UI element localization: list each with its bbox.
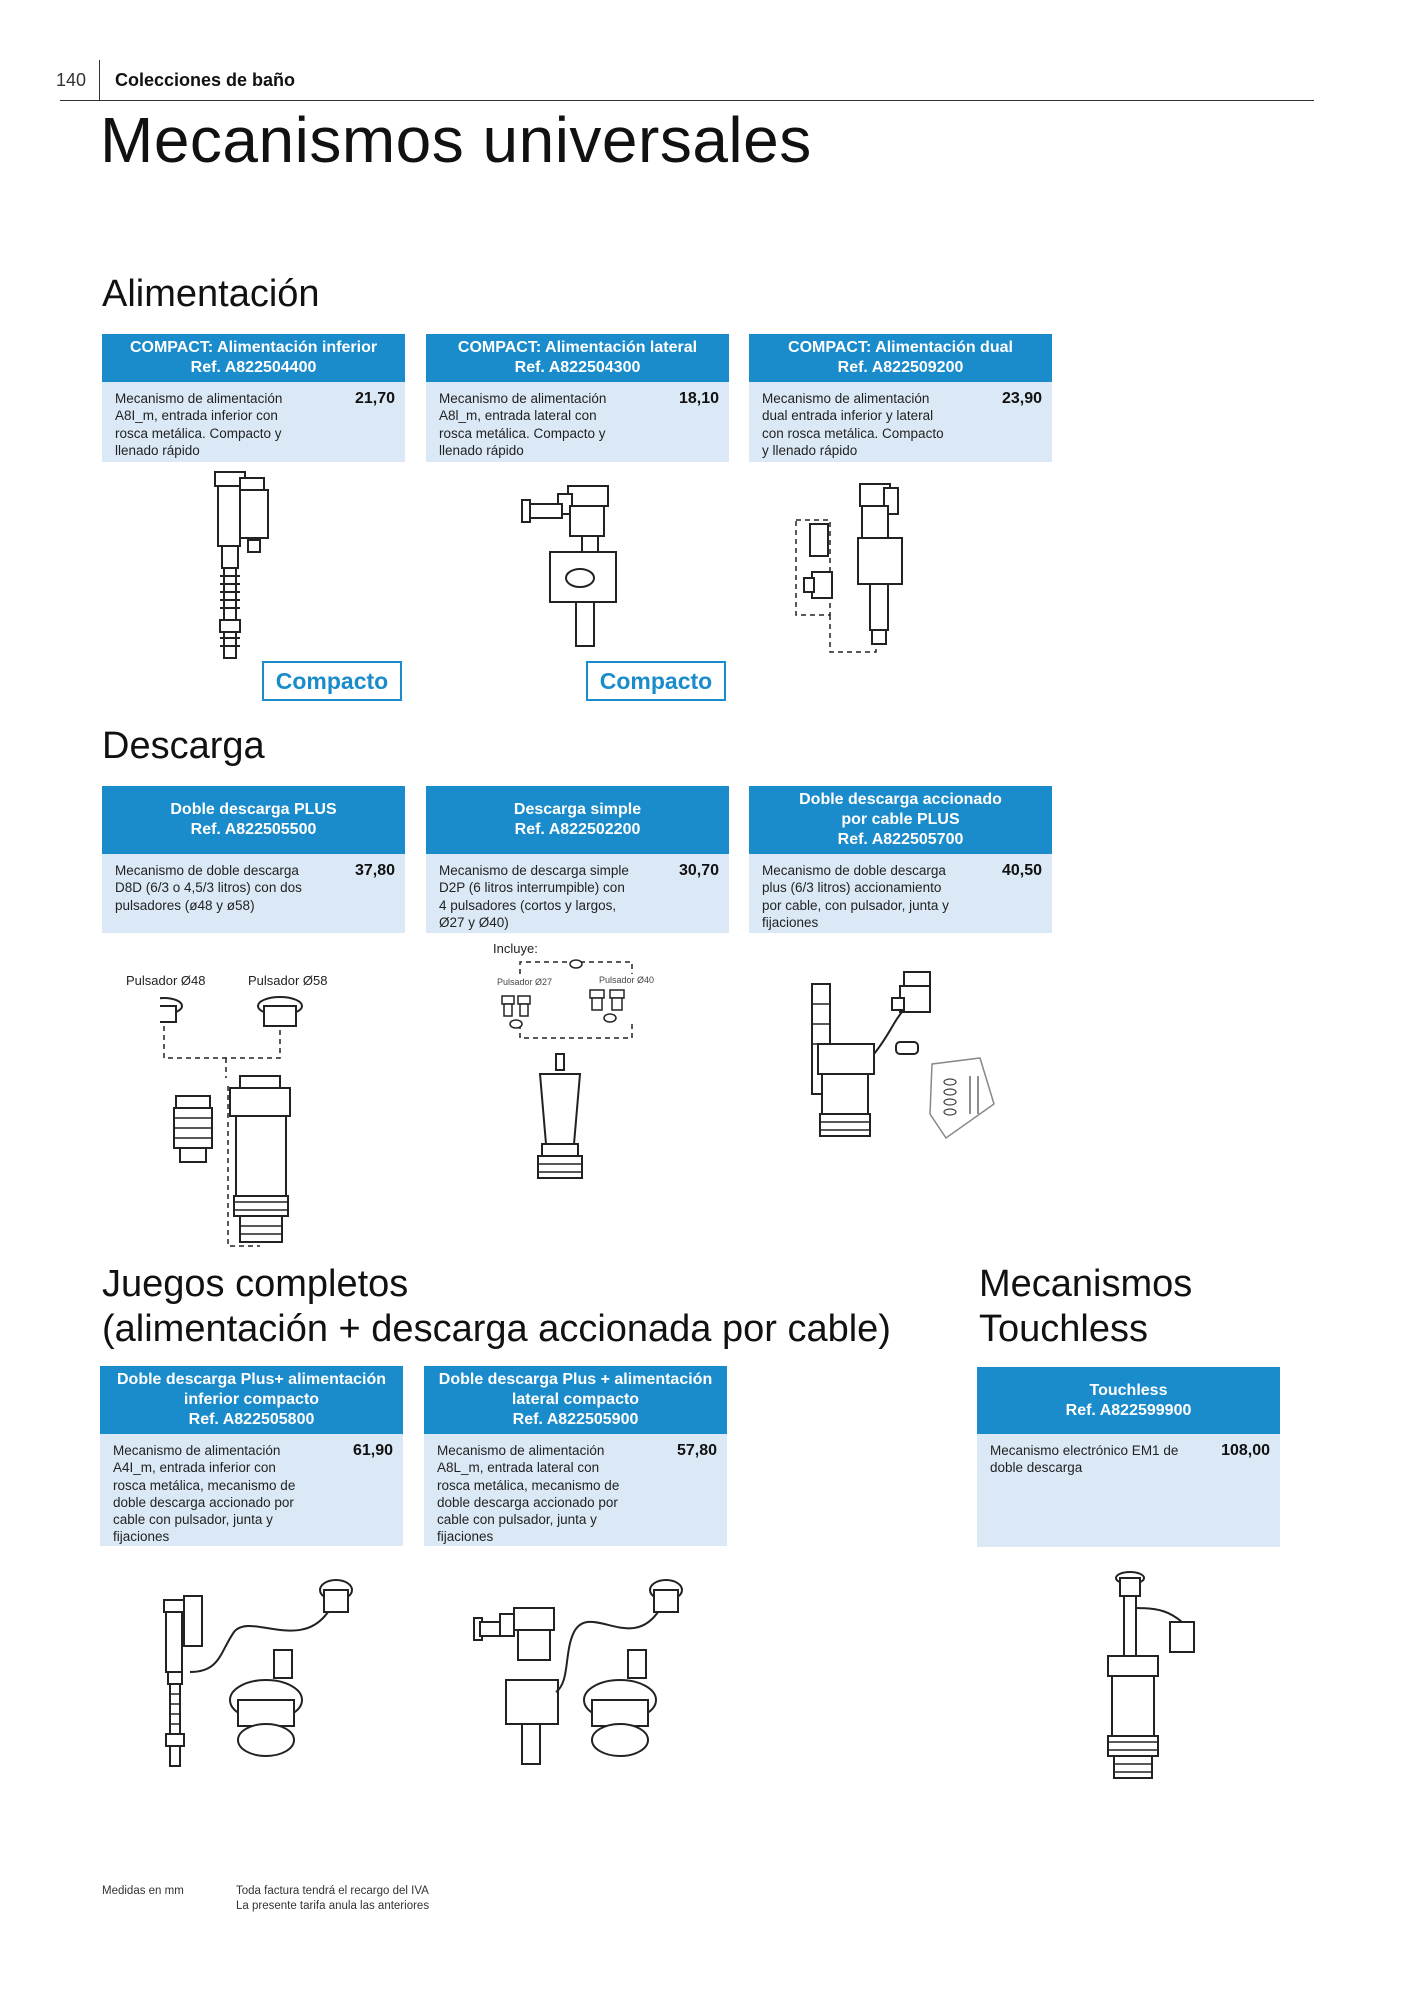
- card-header: [424, 1366, 727, 1434]
- card-body: [102, 854, 405, 933]
- card-price: 57,80: [676, 1442, 717, 1459]
- combo-bottom-entry-image: [150, 1572, 360, 1772]
- card-compact-inferior: [102, 334, 405, 462]
- card-description: Mecanismo de alimentación A8l_m, entrada lateral con rosca metálica. Compacto y llenado rápido: [439, 391, 607, 458]
- card-body: [100, 1434, 403, 1546]
- card-ref: Ref. A822509200: [837, 359, 964, 376]
- card-compact-dual: [749, 334, 1052, 462]
- card-ref: Ref. A822505700: [837, 831, 964, 848]
- card-compact-lateral: [426, 334, 729, 462]
- card-ref: Ref. A822502200: [514, 821, 641, 838]
- card-title-line1: Doble descarga accionado: [799, 791, 1002, 808]
- cable-flush-valve-image: [800, 964, 1000, 1144]
- touchless-valve-image: [1100, 1568, 1210, 1788]
- footer-measures: Medidas en mm: [102, 1885, 184, 1897]
- card-body: [426, 382, 729, 462]
- single-flush-valve-image: [490, 954, 640, 1194]
- card-price: 18,10: [678, 390, 719, 407]
- card-description: Mecanismo de doble descarga D8D (6/3 o 4,5/3 litros) con dos pulsadores (ø48 y ø58): [115, 863, 302, 913]
- fill-valve-bottom-entry-image: [200, 468, 290, 664]
- footer-tarifa-note: La presente tarifa anula las anteriores: [236, 1900, 430, 1912]
- card-ref: Ref. A822505500: [190, 821, 317, 838]
- label-incluye: Incluye:: [493, 941, 538, 956]
- card-description: Mecanismo de alimentación dual entrada inferior y lateral con rosca metálica. Compacto y llenado rápido: [762, 391, 944, 458]
- card-description: Mecanismo de alimentación A4I_m, entrada inferior con rosca metálica, mecanismo de doble descarga accionado por cable con pulsador, junta y fijaciones: [113, 1443, 296, 1545]
- badge-compacto: Compacto: [262, 661, 402, 701]
- page-number: 140: [56, 70, 87, 90]
- card-title-line2: inferior compacto: [183, 1391, 320, 1408]
- card-title: COMPACT: Alimentación inferior: [129, 339, 378, 356]
- card-body: [102, 382, 405, 462]
- card-description: Mecanismo electrónico EM1 de doble descarga: [990, 1443, 1179, 1476]
- card-juego-lateral: [424, 1366, 727, 1546]
- card-title-line1: Doble descarga Plus + alimentación: [438, 1371, 713, 1388]
- header-divider: [99, 60, 100, 100]
- card-descarga-simple: [426, 786, 729, 933]
- card-price: 23,90: [1001, 390, 1042, 407]
- combo-side-entry-image: [470, 1572, 690, 1772]
- fill-valve-side-entry-image: [520, 482, 630, 652]
- card-description: Mecanismo de alimentación A8L_m, entrada lateral con rosca metálica, mecanismo de doble descarga accionado por cable con pulsador, junta y fijaciones: [437, 1443, 620, 1545]
- card-price: 61,90: [352, 1442, 393, 1459]
- card-title: Doble descarga PLUS: [170, 801, 337, 818]
- card-body: [749, 382, 1052, 462]
- badge-compacto: Compacto: [586, 661, 726, 701]
- card-price: 21,70: [354, 390, 395, 407]
- heading-alimentacion: Alimentación: [102, 273, 320, 315]
- card-ref: Ref. A822505800: [188, 1411, 315, 1428]
- card-ref: Ref. A822504300: [514, 359, 641, 376]
- card-description: Mecanismo de descarga simple D2P (6 litros interrumpible) con 4 pulsadores (cortos y largos, Ø27 y Ø40): [439, 863, 629, 930]
- card-doble-descarga-plus: [102, 786, 405, 933]
- card-title: Descarga simple: [513, 801, 642, 818]
- card-title-line1: Doble descarga Plus+ alimentación: [117, 1371, 386, 1388]
- card-header: [102, 786, 405, 854]
- card-price: 108,00: [1221, 1442, 1270, 1459]
- card-header: [100, 1366, 403, 1434]
- card-description: Mecanismo de doble descarga plus (6/3 litros) accionamiento por cable, con pulsador, junta y fijaciones: [762, 863, 949, 930]
- card-header: [426, 786, 729, 854]
- card-title: COMPACT: Alimentación dual: [788, 339, 1013, 356]
- card-ref: Ref. A822599900: [1065, 1401, 1192, 1419]
- dual-flush-valve-image: [160, 996, 320, 1250]
- heading-juegos-line1: Juegos completos: [102, 1263, 409, 1305]
- footer-iva-note: Toda factura tendrá el recargo del IVA: [236, 1885, 429, 1897]
- header-rule: [60, 100, 1314, 101]
- card-description: Mecanismo de alimentación A8I_m, entrada inferior con rosca metálica. Compacto y llenado rápido: [115, 391, 283, 458]
- card-doble-descarga-cable: [749, 786, 1052, 933]
- heading-touchless-line1: Mecanismos: [979, 1263, 1193, 1305]
- page-title: Mecanismos universales: [100, 104, 812, 176]
- card-juego-inferior: [100, 1366, 403, 1546]
- card-price: 40,50: [1001, 862, 1042, 879]
- card-touchless: [977, 1367, 1280, 1547]
- card-price: 37,80: [354, 862, 395, 879]
- label-pulsador-48: Pulsador Ø48: [126, 973, 206, 988]
- heading-touchless-line2: Touchless: [979, 1308, 1148, 1350]
- card-title-line2: lateral compacto: [511, 1391, 640, 1408]
- card-body: [424, 1434, 727, 1546]
- section-label: Colecciones de baño: [115, 70, 296, 90]
- card-header: [977, 1367, 1280, 1434]
- card-body: [426, 854, 729, 933]
- card-price: 30,70: [678, 862, 719, 879]
- card-title-line2: por cable PLUS: [841, 811, 960, 828]
- card-title: COMPACT: Alimentación lateral: [457, 339, 698, 356]
- card-ref: Ref. A822505900: [512, 1411, 639, 1428]
- card-title: Touchless: [1089, 1381, 1168, 1399]
- card-ref: Ref. A822504400: [190, 359, 317, 376]
- card-header: [749, 334, 1052, 382]
- heading-descarga: Descarga: [102, 725, 265, 767]
- fill-valve-dual-entry-image: [790, 480, 920, 656]
- card-header: [426, 334, 729, 382]
- label-pulsador-58: Pulsador Ø58: [248, 973, 328, 988]
- card-header: [749, 786, 1052, 854]
- card-body: [749, 854, 1052, 933]
- label-pulsador-27: Pulsador Ø27: [497, 977, 553, 987]
- heading-juegos-line2: (alimentación + descarga accionada por cable): [102, 1308, 891, 1350]
- card-body: [977, 1434, 1280, 1547]
- card-header: [102, 334, 405, 382]
- label-pulsador-40: Pulsador Ø40: [599, 975, 655, 985]
